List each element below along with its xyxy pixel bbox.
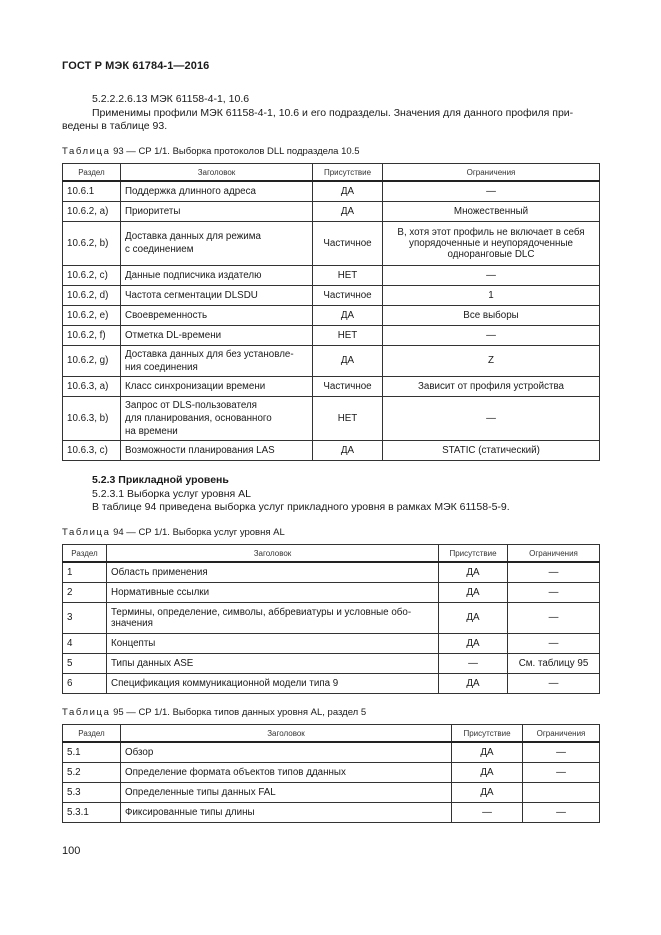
cell-title: Спецификация коммуникационной модели типа 9 [107,673,439,693]
cell-presence: НЕТ [313,325,383,345]
intro-section-id: 5.2.2.2.6.13 МЭК 61158-4-1, 10.6 [92,93,250,105]
intro-text-line2: ведены в таблице 93. [62,120,168,132]
cell-title: Класс синхронизации времени [121,376,313,396]
cell-section: 10.6.2, d) [63,285,121,305]
cell-limits: — [523,762,600,782]
cell-section: 5.1 [63,742,121,762]
document-header: ГОСТ Р МЭК 61784-1—2016 [62,60,210,72]
table-row [63,782,600,802]
table94-header-section: Раздел [63,545,107,563]
table93-header-row [63,164,600,182]
cell-presence: ДА [439,602,508,633]
cell-presence: Частичное [313,376,383,396]
cell-title: Концепты [107,633,439,653]
table-row [63,653,600,673]
cell-presence: ДА [439,673,508,693]
cell-presence: НЕТ [313,396,383,440]
cell-presence: ДА [452,762,523,782]
cell-presence: ДА [452,782,523,802]
cell-title: Доставка данных для без установле- ния соединения [121,345,313,376]
section-523 [62,474,602,515]
cell-limits: Множественный [383,201,600,221]
table95-header-section: Раздел [63,725,121,743]
cell-title: Обзор [121,742,452,762]
cell-section: 4 [63,633,107,653]
cell-section: 10.6.2, f) [63,325,121,345]
table-row [63,181,600,201]
cell-title: Частота сегментации DLSDU [121,285,313,305]
cell-presence: ДА [313,305,383,325]
cell-presence: ДА [313,345,383,376]
cell-limits: Все выборы [383,305,600,325]
table93-header-section: Раздел [63,164,121,182]
cell-title: Запрос от DLS-пользователя для планирования, основанного на времени [121,396,313,440]
cell-section: 5.2 [63,762,121,782]
cell-section: 5 [63,653,107,673]
table93 [62,163,600,461]
cell-limits: Z [383,345,600,376]
cell-title: Отметка DL-времени [121,325,313,345]
cell-title: Поддержка длинного адреса [121,181,313,201]
cell-title: Определенные типы данных FAL [121,782,452,802]
table-row [63,265,600,285]
section-523-text: В таблице 94 приведена выборка услуг прикладного уровня в рамках МЭК 61158-5-9. [92,501,510,513]
cell-limits: — [383,325,600,345]
cell-limits: STATIC (статический) [383,440,600,460]
cell-limits: В, хотя этот профиль не включает в себя упорядоченные и неупорядоченные одноранговые DLC [383,221,600,265]
table93-caption-prefix: Таблица [62,146,111,157]
cell-presence: ДА [313,181,383,201]
cell-limits [523,782,600,802]
table-row [63,201,600,221]
table95-header-row [63,725,600,743]
cell-presence: — [452,802,523,822]
table94-header-title: Заголовок [107,545,439,563]
table-row [63,673,600,693]
cell-limits: — [508,633,600,653]
cell-title: Фиксированные типы длины [121,802,452,822]
cell-limits: — [523,802,600,822]
cell-limits: — [383,181,600,201]
intro-block [62,93,602,134]
table95-caption-prefix: Таблица [62,707,111,718]
cell-section: 6 [63,673,107,693]
cell-section: 10.6.3, b) [63,396,121,440]
table93-header-title: Заголовок [121,164,313,182]
cell-title: Своевременность [121,305,313,325]
cell-section: 10.6.2, е) [63,305,121,325]
cell-section: 2 [63,582,107,602]
section-523-heading: 5.2.3 Прикладной уровень [92,474,229,486]
cell-section: 3 [63,602,107,633]
cell-presence: — [439,653,508,673]
table94-caption-prefix: Таблица [62,527,111,538]
cell-title: Типы данных ASE [107,653,439,673]
table-row [63,633,600,653]
cell-title: Область применения [107,562,439,582]
cell-title: Доставка данных для режима с соединением [121,221,313,265]
table95-caption-text: 95 — CP 1/1. Выборка типов данных уровня AL, раздел 5 [110,707,367,718]
cell-presence: ДА [439,562,508,582]
cell-title: Возможности планирования LAS [121,440,313,460]
cell-section: 10.6.2, а) [63,201,121,221]
cell-section: 10.6.3, а) [63,376,121,396]
table-row [63,396,600,440]
table-row [63,602,600,633]
section-5231-heading: 5.2.3.1 Выборка услуг уровня AL [92,487,251,500]
table-row [63,762,600,782]
cell-section: 10.6.1 [63,181,121,201]
table94-caption [62,527,285,538]
cell-section: 1 [63,562,107,582]
cell-limits: 1 [383,285,600,305]
page-number: 100 [62,845,81,857]
cell-section: 10.6.3, с) [63,440,121,460]
table-row [63,285,600,305]
cell-limits: — [523,742,600,762]
cell-presence: Частичное [313,221,383,265]
cell-limits: См. таблицу 95 [508,653,600,673]
cell-section: 5.3 [63,782,121,802]
cell-limits: Зависит от профиля устройства [383,376,600,396]
cell-limits: — [508,582,600,602]
table-row [63,221,600,265]
table95-header-title: Заголовок [121,725,452,743]
cell-title: Термины, определение, символы, аббревиатуры и условные обо- значения [107,602,439,633]
table93-caption [62,146,360,157]
table94-header-presence: Присутствие [439,545,508,563]
cell-limits: — [508,602,600,633]
table93-caption-text: 93 — CP 1/1. Выборка протоколов DLL подраздела 10.5 [110,146,360,157]
cell-title: Определение формата объектов типов дданных [121,762,452,782]
cell-title: Нормативные ссылки [107,582,439,602]
table95 [62,724,600,823]
cell-section: 10.6.2, b) [63,221,121,265]
cell-presence: ДА [452,742,523,762]
cell-section: 10.6.2, с) [63,265,121,285]
table-row [63,440,600,460]
table93-header-limits: Ограничения [383,164,600,182]
table-row [63,582,600,602]
cell-presence: ДА [313,440,383,460]
table94-header-row [63,545,600,563]
cell-presence: ДА [313,201,383,221]
table94-caption-text: 94 — CP 1/1. Выборка услуг уровня AL [110,527,285,538]
table95-caption [62,707,366,718]
cell-limits: — [383,396,600,440]
table95-header-presence: Присутствие [452,725,523,743]
table94 [62,544,600,694]
cell-title: Приоритеты [121,201,313,221]
cell-presence: Частичное [313,285,383,305]
cell-limits: — [383,265,600,285]
table-row [63,802,600,822]
table-row [63,345,600,376]
table-row [63,305,600,325]
intro-text-line1: Применимы профили МЭК 61158-4-1, 10.6 и его подразделы. Значения для данного профиля при- [92,106,574,119]
table-row [63,376,600,396]
table94-header-limits: Ограничения [508,545,600,563]
cell-limits: — [508,562,600,582]
table-row [63,325,600,345]
cell-title: Данные подписчика издателю [121,265,313,285]
cell-presence: ДА [439,582,508,602]
cell-presence: НЕТ [313,265,383,285]
table95-header-limits: Ограничения [523,725,600,743]
table-row [63,562,600,582]
table-row [63,742,600,762]
cell-section: 10.6.2, g) [63,345,121,376]
cell-limits: — [508,673,600,693]
cell-presence: ДА [439,633,508,653]
table93-header-presence: Присутствие [313,164,383,182]
cell-section: 5.3.1 [63,802,121,822]
